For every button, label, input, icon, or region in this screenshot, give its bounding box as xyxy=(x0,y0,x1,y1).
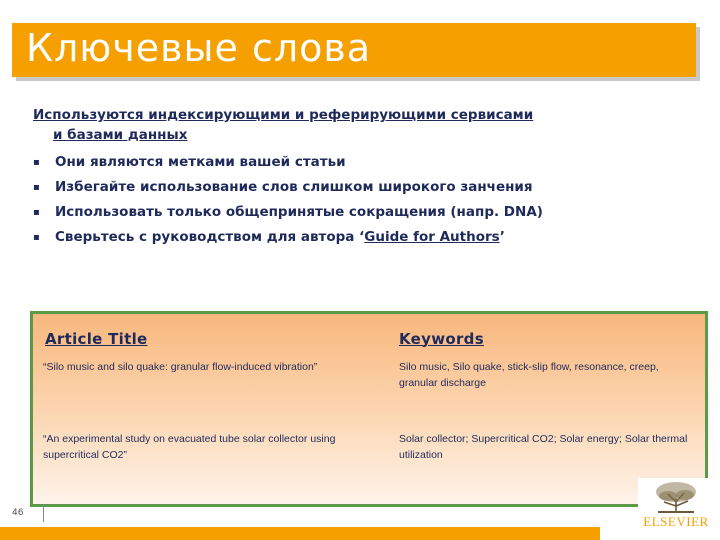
footer-accent-bar xyxy=(0,527,600,540)
guide-prefix: Сверьтесь с руководством для автора ‘ xyxy=(55,229,365,245)
intro-line-1: Используются индексирующими и реферирующими сервисами xyxy=(33,107,534,123)
article-title-cell: “An experimental study on evacuated tube solar collector using supercritical CO2” xyxy=(43,433,336,461)
guide-for-authors-link[interactable]: Guide for Authors xyxy=(364,229,500,245)
bullet-item xyxy=(33,150,693,175)
bullet-icon: ▪ xyxy=(33,207,40,218)
keyword-example-box xyxy=(30,311,708,507)
bullet-item xyxy=(33,200,693,225)
bullet-icon: ▪ xyxy=(33,157,40,168)
bullet-icon: ▪ xyxy=(33,182,40,193)
bullet-icon: ▪ xyxy=(33,232,40,243)
slide-title: Ключевые слова xyxy=(26,26,372,70)
elsevier-logo-text: ELSEVIER xyxy=(643,514,709,529)
intro-text xyxy=(33,105,683,145)
bullet-text: Они являются метками вашей статьи xyxy=(55,154,346,170)
bullet-text: Избегайте использование слов слишком широкого занчения xyxy=(55,179,533,195)
keywords-cell: Silo music, Silo quake, stick-slip flow, resonance, creep, granular discharge xyxy=(399,361,659,389)
bullet-list xyxy=(33,150,693,250)
article-title-header: Article Title xyxy=(45,330,148,348)
keywords-cell: Solar collector; Supercritical CO2; Solar energy; Solar thermal utilization xyxy=(399,433,688,461)
bullet-item xyxy=(33,225,693,250)
keywords-header: Keywords xyxy=(399,330,484,348)
bullet-item xyxy=(33,175,693,200)
page-number: 46 xyxy=(12,508,24,518)
footer-divider xyxy=(43,504,44,522)
intro-line-2: и базами данных xyxy=(53,127,188,143)
bullet-text: Использовать только общепринятые сокращения (напр. DNA) xyxy=(55,204,543,220)
guide-suffix: ’ xyxy=(499,229,505,245)
article-title-cell: “Silo music and silo quake: granular flow-induced vibration” xyxy=(43,361,318,373)
